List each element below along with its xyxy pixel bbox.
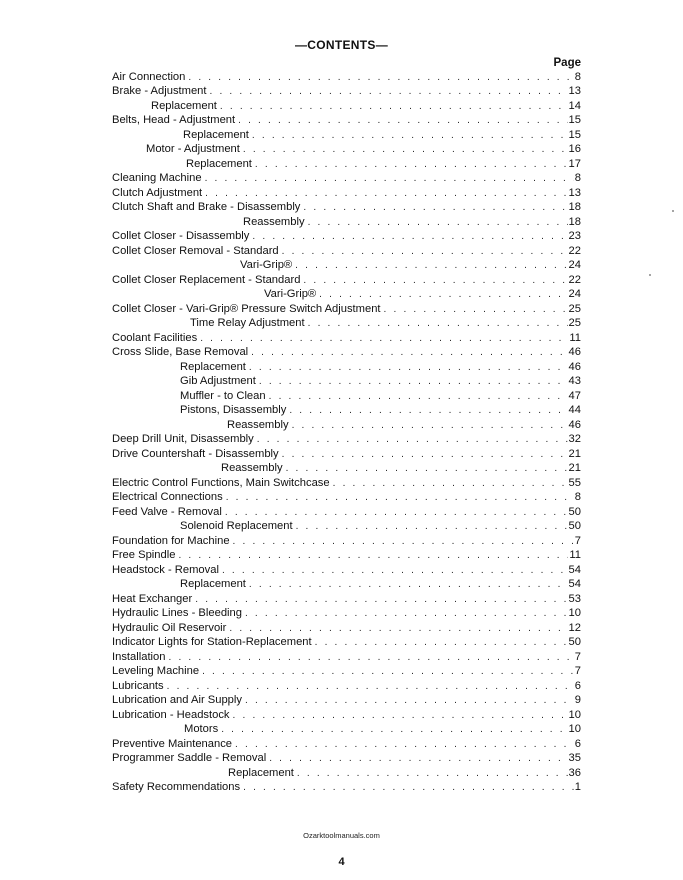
dot-leader [225,507,568,519]
dot-leader [303,275,567,287]
toc-entry [180,389,581,403]
dot-leader [178,550,568,562]
toc-entry [112,534,581,548]
dot-leader [195,594,567,606]
dot-leader [282,449,568,461]
toc-entry [227,418,581,432]
page-number: 4 [338,856,345,868]
dot-leader [235,739,574,751]
footer-website: Ozarktoolmanuals.com [303,831,380,840]
toc-entry-label: Belts, Head - Adjustment [112,114,236,126]
toc-entry [186,157,581,171]
toc-entry-label: Headstock - Removal [112,564,219,576]
dot-leader [200,333,568,345]
toc-entry [112,737,581,751]
toc-entry-page: 22 [568,245,581,257]
toc-entry-page: 54 [568,564,581,576]
toc-entry-label: Reassembly [243,216,305,228]
toc-entry [112,200,581,214]
toc-entry-label: Reassembly [227,419,289,431]
toc-entry-page: 50 [568,506,581,518]
dot-leader [289,405,567,417]
toc-entry-page: 7 [574,665,581,677]
toc-entry-label: Pistons, Disassembly [180,404,287,416]
toc-entry-page: 43 [568,375,581,387]
dot-leader [308,318,568,330]
toc-entry-label: Vari-Grip® [240,259,293,271]
toc-entry [112,113,581,127]
dot-leader [333,478,568,490]
toc-entry [221,461,581,475]
page-column-header: Page [553,57,581,69]
toc-entry-label: Collet Closer - Disassembly [112,230,250,242]
toc-entry [112,345,581,359]
toc-entry-page: 15 [568,114,581,126]
dot-leader [286,463,568,475]
dot-leader [202,666,574,678]
toc-entry-page: 18 [568,216,581,228]
dot-leader [315,637,568,649]
toc-entry-label: Cleaning Machine [112,172,202,184]
toc-entry-page: 13 [568,187,581,199]
toc-entry-page: 6 [574,738,581,750]
toc-entry-label: Air Connection [112,71,186,83]
dot-leader [221,724,567,736]
toc-entry-page: 50 [568,636,581,648]
toc-entry [112,229,581,243]
toc-entry-page: 44 [568,404,581,416]
scan-speck [649,274,651,276]
toc-entry [112,476,581,490]
toc-entry [112,693,581,707]
toc-entry-label: Reassembly [221,462,283,474]
toc-entry-label: Replacement [180,578,246,590]
toc-entry-page: 8 [574,172,581,184]
toc-entry-page: 54 [568,578,581,590]
toc-entry-page: 35 [568,752,581,764]
dot-leader [222,565,568,577]
toc-entry-label: Lubrication and Air Supply [112,694,242,706]
toc-entry [112,650,581,664]
dot-leader [308,217,568,229]
toc-entry-label: Preventive Maintenance [112,738,233,750]
toc-entry-page: 7 [574,651,581,663]
toc-entry-label: Feed Valve - Removal [112,506,222,518]
toc-entry [112,447,581,461]
dot-leader [384,304,568,316]
toc-entry-label: Cross Slide, Base Removal [112,346,249,358]
toc-entry-label: Vari-Grip® [264,288,317,300]
toc-entry-page: 46 [568,361,581,373]
toc-entry-label: Clutch Adjustment [112,187,203,199]
toc-entry-label: Motors [184,723,219,735]
toc-entry [112,331,581,345]
toc-entry [183,128,581,142]
toc-entry [112,70,581,84]
toc-entry [112,432,581,446]
scan-speck [672,210,674,212]
dot-leader [169,652,574,664]
toc-entry-label: Programmer Saddle - Removal [112,752,267,764]
toc-entry [112,490,581,504]
toc-entry-label: Hydraulic Lines - Bleeding [112,607,242,619]
dot-leader [292,420,568,432]
toc-entry-label: Coolant Facilities [112,332,198,344]
dot-leader [205,188,567,200]
toc-entry-label: Gib Adjustment [180,375,256,387]
toc-entry-page: 18 [568,201,581,213]
toc-entry [240,258,581,272]
toc-entry-page: 1 [574,781,581,793]
toc-entry [112,780,581,794]
toc-entry-page: 25 [568,317,581,329]
toc-entry [112,606,581,620]
toc-entry [264,287,581,301]
dot-leader [226,492,574,504]
toc-entry [180,403,581,417]
dot-leader [205,173,574,185]
toc-entry-page: 14 [568,100,581,112]
dot-leader [188,72,573,84]
toc-entry-label: Replacement [151,100,217,112]
toc-entry-page: 10 [568,709,581,721]
toc-entry-label: Electric Control Functions, Main Switchcase [112,477,330,489]
toc-entry-label: Lubrication - Headstock [112,709,230,721]
toc-entry-page: 12 [568,622,581,634]
toc-entry-label: Collet Closer Removal - Standard [112,245,279,257]
toc-entry-page: 32 [568,433,581,445]
toc-entry-label: Leveling Machine [112,665,200,677]
toc-entry [112,635,581,649]
toc-entry [151,99,581,113]
toc-entry [180,519,581,533]
toc-entry-page: 25 [568,303,581,315]
toc-entry [112,186,581,200]
toc-entry-label: Drive Countershaft - Disassembly [112,448,279,460]
toc-entry-page: 50 [568,520,581,532]
toc-entry-label: Electrical Connections [112,491,223,503]
toc-entry-page: 36 [568,767,581,779]
toc-entry [190,316,581,330]
toc-entry-page: 21 [568,462,581,474]
toc-entry-label: Hydraulic Oil Reservoir [112,622,227,634]
toc-entry-label: Replacement [183,129,249,141]
toc-entry [243,215,581,229]
dot-leader [255,159,568,171]
toc-entry-page: 21 [568,448,581,460]
dot-leader [233,710,568,722]
dot-leader [220,101,568,113]
toc-entry [180,374,581,388]
dot-leader [238,115,567,127]
toc-entry [180,360,581,374]
toc-entry [112,563,581,577]
dot-leader [229,623,567,635]
toc-entry-page: 24 [568,259,581,271]
toc-entry-label: Replacement [186,158,252,170]
dot-leader [243,782,574,794]
dot-leader [269,391,568,403]
toc-entry [112,244,581,258]
toc-entry-page: 24 [568,288,581,300]
toc-entry-page: 55 [568,477,581,489]
toc-entry-label: Motor - Adjustment [146,143,240,155]
toc-entry-page: 46 [568,419,581,431]
toc-entry-label: Free Spindle [112,549,176,561]
dot-leader [252,130,568,142]
toc-entry-page: 13 [568,85,581,97]
toc-entry [112,302,581,316]
toc-entry-label: Safety Recommendations [112,781,241,793]
toc-entry [112,548,581,562]
dot-leader [167,681,574,693]
toc-entry [112,679,581,693]
dot-leader [295,260,567,272]
dot-leader [245,695,574,707]
toc-entry-label: Replacement [180,361,246,373]
toc-entry-page: 8 [574,71,581,83]
dot-leader [319,289,567,301]
toc-entry-label: Replacement [228,767,294,779]
toc-entry [112,751,581,765]
toc-entry-page: 6 [574,680,581,692]
toc-entry-label: Foundation for Machine [112,535,230,547]
dot-leader [251,347,567,359]
toc-entry-label: Time Relay Adjustment [190,317,305,329]
toc-entry-label: Lubricants [112,680,164,692]
dot-leader [249,579,568,591]
toc-entry-label: Brake - Adjustment [112,85,207,97]
toc-entry-page: 10 [568,607,581,619]
dot-leader [269,753,567,765]
toc-entry [228,766,581,780]
toc-entry-page: 11 [569,332,581,344]
dot-leader [210,86,568,98]
toc-entry-label: Installation [112,651,166,663]
dot-leader [245,608,568,620]
toc-entry-label: Heat Exchanger [112,593,193,605]
toc-entry-page: 22 [568,274,581,286]
dot-leader [296,521,568,533]
toc-entry-label: Collet Closer - Vari-Grip® Pressure Switch Adjustment [112,303,381,315]
toc-entry-page: 11 [569,549,581,561]
dot-leader [303,202,567,214]
toc-entry-label: Indicator Lights for Station-Replacement [112,636,312,648]
toc-entry [112,505,581,519]
toc-entry-page: 53 [568,593,581,605]
dot-leader [257,434,568,446]
toc-entry-label: Collet Closer Replacement - Standard [112,274,301,286]
contents-title: —CONTENTS— [295,38,388,52]
toc-entry [184,722,581,736]
toc-entry-label: Deep Drill Unit, Disassembly [112,433,254,445]
dot-leader [249,362,568,374]
toc-entry-page: 9 [574,694,581,706]
toc-entry [112,621,581,635]
toc-entry [112,273,581,287]
dot-leader [243,144,568,156]
toc-entry [146,142,581,156]
toc-entry-page: 47 [568,390,581,402]
toc-entry-page: 17 [568,158,581,170]
dot-leader [233,536,574,548]
dot-leader [297,768,568,780]
toc-entry-page: 16 [568,143,581,155]
toc-entry-label: Clutch Shaft and Brake - Disassembly [112,201,301,213]
dot-leader [259,376,568,388]
toc-entry-label: Solenoid Replacement [180,520,293,532]
dot-leader [252,231,567,243]
toc-entry-page: 10 [568,723,581,735]
toc-entry-page: 8 [574,491,581,503]
toc-entry [112,708,581,722]
dot-leader [282,246,568,258]
toc-entry [180,577,581,591]
toc-entry-page: 46 [568,346,581,358]
toc-entry [112,592,581,606]
toc-entry [112,84,581,98]
toc-entry-label: Muffler - to Clean [180,390,266,402]
toc-entry-page: 7 [574,535,581,547]
toc-entry [112,664,581,678]
toc-entry-page: 23 [568,230,581,242]
toc-entry [112,171,581,185]
toc-entry-page: 15 [568,129,581,141]
